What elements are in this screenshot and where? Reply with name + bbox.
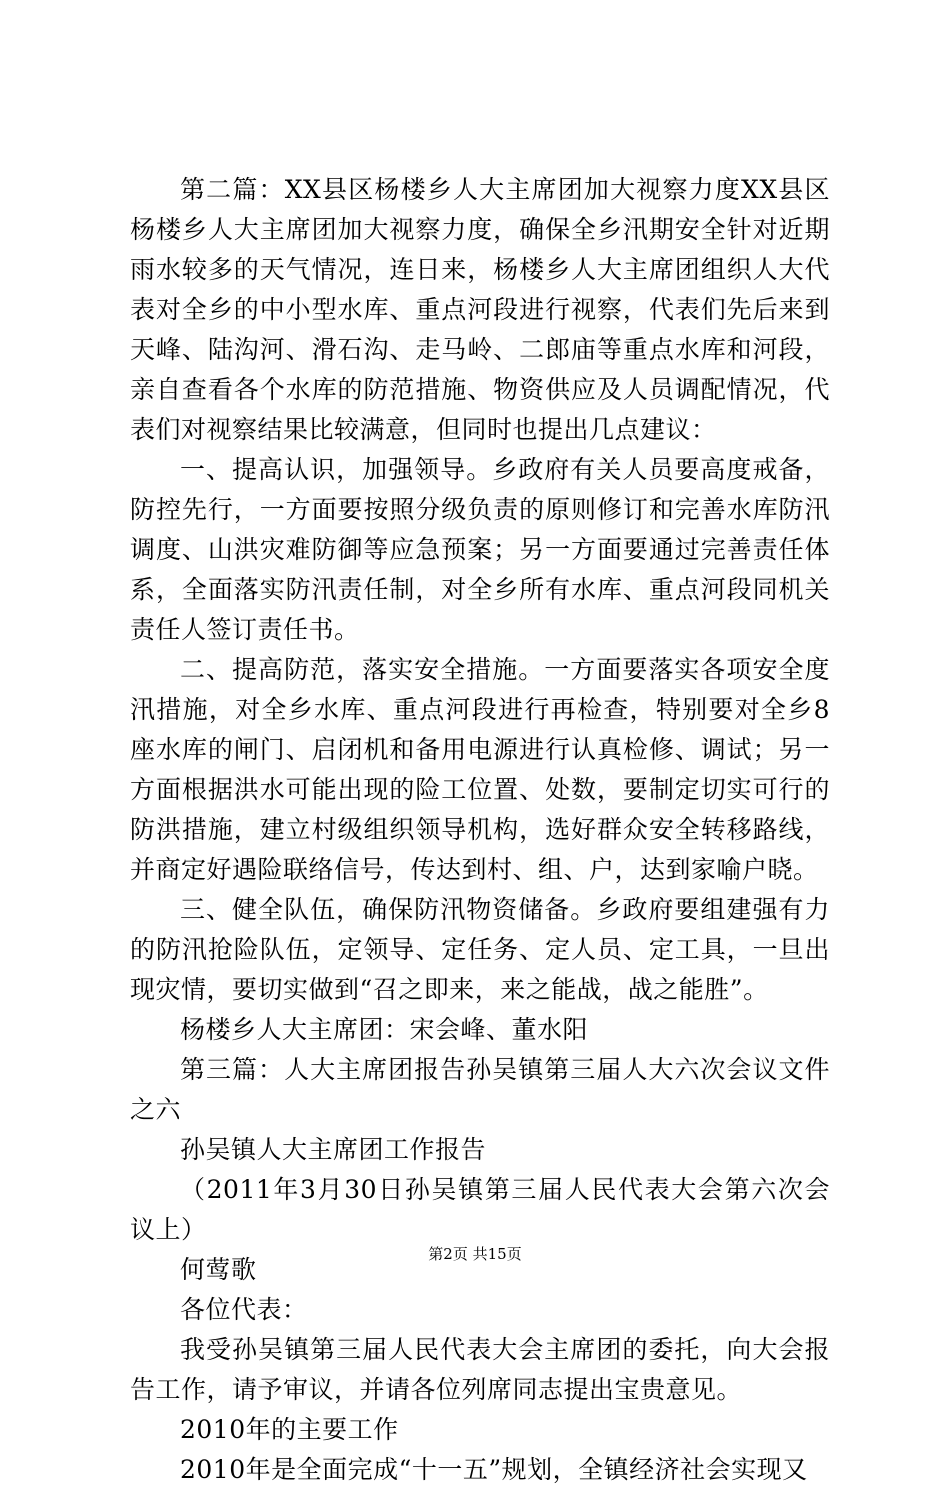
paragraph-2010-summary: 2010年是全面完成“十一五”规划，全镇经济社会实现又 [180,1455,808,1484]
paragraph-report-opening: 我受孙吴镇第三届人民代表大会主席团的委托，向大会报告工作，请予审议，并请各位列席同志提出宝贵意见。 [130,1335,830,1404]
paragraph-point-two: 二、提高防范，落实安全措施。一方面要落实各项安全度汛措施，对全乡水库、重点河段进行再检查，特别要对全乡8座水库的闸门、启闭机和备用电源进行认真检修、调试；另一方面根据洪水可能出现的险工位置、处数，要制定切实可行的防洪措施，建立村级组织领导机构，选好群众安全转移路线，并商定好遇险联络信号，传达到村、组、户，达到家喻户晓。 [130,655,830,884]
paragraph-author: 何莺歌 [180,1255,257,1284]
paragraph-section-heading: 2010年的主要工作 [180,1415,399,1444]
document-body [130,170,830,1490]
paragraph-report-date: （2011年3月30日孙吴镇第三届人民代表大会第六次会议上） [130,1175,830,1244]
page-number-footer: 第2页 共15页 [428,1245,522,1263]
paragraph-report-title: 孙吴镇人大主席团工作报告 [180,1135,487,1164]
paragraph-section-three-title: 第三篇：人大主席团报告孙吴镇第三届人大六次会议文件之六 [130,1055,830,1124]
paragraph-intro: 第二篇：XX县区杨楼乡人大主席团加大视察力度XX县区杨楼乡人大主席团加大视察力度，确保全乡汛期安全针对近期雨水较多的天气情况，连日来，杨楼乡人大主席团组织人大代表对全乡的中小型水库、重点河段进行视察，代表们先后来到天峰、陆沟河、滑石沟、走马岭、二郎庙等重点水库和河段，亲自查看各个水库的防范措施、物资供应及人员调配情况，代表们对视察结果比较满意，但同时也提出几点建议： [130,175,830,444]
paragraph-point-one: 一、提高认识，加强领导。乡政府有关人员要高度戒备，防控先行，一方面要按照分级负责的原则修订和完善水库防汛调度、山洪灾难防御等应急预案；另一方面要通过完善责任体系，全面落实防汛责任制，对全乡所有水库、重点河段同机关责任人签订责任书。 [130,455,830,644]
paragraph-point-three: 三、健全队伍，确保防汛物资储备。乡政府要组建强有力的防汛抢险队伍，定领导、定任务、定人员、定工具，一旦出现灾情，要切实做到“召之即来，来之能战，战之能胜”。 [130,895,830,1004]
paragraph-signature: 杨楼乡人大主席团：宋会峰、董水阳 [180,1015,589,1044]
paragraph-salutation: 各位代表： [180,1295,308,1324]
